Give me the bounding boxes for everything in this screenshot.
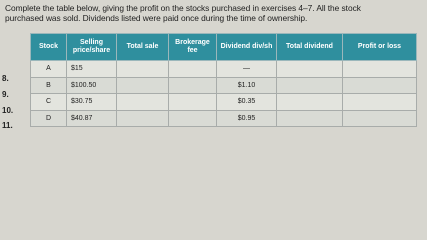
stock-cell: D: [31, 110, 67, 127]
instructions: [5, 3, 423, 23]
dividend-cell: $0.95: [217, 110, 277, 127]
column-header-stock: Stock: [31, 34, 67, 61]
column-header-profit: Profit or loss: [343, 34, 417, 61]
total-dividend-cell[interactable]: [277, 61, 343, 78]
column-header-dividend: Dividend div/sh: [217, 34, 277, 61]
column-header-total-dividend: Total dividend: [277, 34, 343, 61]
exercise-number: 10.: [2, 106, 14, 115]
dividend-cell: —: [217, 61, 277, 78]
selling-price-cell: $100.50: [67, 77, 117, 94]
stock-profit-table: [30, 33, 417, 127]
brokerage-fee-cell[interactable]: [169, 77, 217, 94]
stock-cell: C: [31, 94, 67, 111]
selling-price-cell: $40.87: [67, 110, 117, 127]
table-row: [31, 110, 417, 127]
exercise-number: 11.: [2, 121, 13, 130]
column-header-brokerage-fee: Brokerage fee: [169, 34, 217, 61]
dividend-cell: $1.10: [217, 77, 277, 94]
exercise-number: 9.: [2, 90, 9, 99]
total-sale-cell[interactable]: [117, 61, 169, 78]
instructions-line-2: purchased was sold. Dividends listed were paid once during the time of ownership.: [5, 13, 308, 24]
total-dividend-cell[interactable]: [277, 110, 343, 127]
column-header-total-sale: Total sale: [117, 34, 169, 61]
brokerage-fee-cell[interactable]: [169, 94, 217, 111]
exercise-number: 8.: [2, 74, 9, 83]
table-row: [31, 77, 417, 94]
brokerage-fee-cell[interactable]: [169, 61, 217, 78]
brokerage-fee-cell[interactable]: [169, 110, 217, 127]
stock-cell: A: [31, 61, 67, 78]
total-dividend-cell[interactable]: [277, 77, 343, 94]
instructions-line-1: Complete the table below, giving the profit on the stocks purchased in exercises 4–7. All the stock: [5, 3, 361, 13]
total-sale-cell[interactable]: [117, 77, 169, 94]
dividend-cell: $0.35: [217, 94, 277, 111]
selling-price-cell: $30.75: [67, 94, 117, 111]
profit-cell[interactable]: [343, 77, 417, 94]
total-dividend-cell[interactable]: [277, 94, 343, 111]
table-row: [31, 61, 417, 78]
profit-cell[interactable]: [343, 61, 417, 78]
stock-cell: B: [31, 77, 67, 94]
profit-cell[interactable]: [343, 110, 417, 127]
profit-cell[interactable]: [343, 94, 417, 111]
total-sale-cell[interactable]: [117, 94, 169, 111]
column-header-selling-price: Selling price/share: [67, 34, 117, 61]
total-sale-cell[interactable]: [117, 110, 169, 127]
table-header-row: [31, 34, 417, 61]
exercise-numbers: [2, 0, 32, 138]
table-row: [31, 94, 417, 111]
selling-price-cell: $15: [67, 61, 117, 78]
